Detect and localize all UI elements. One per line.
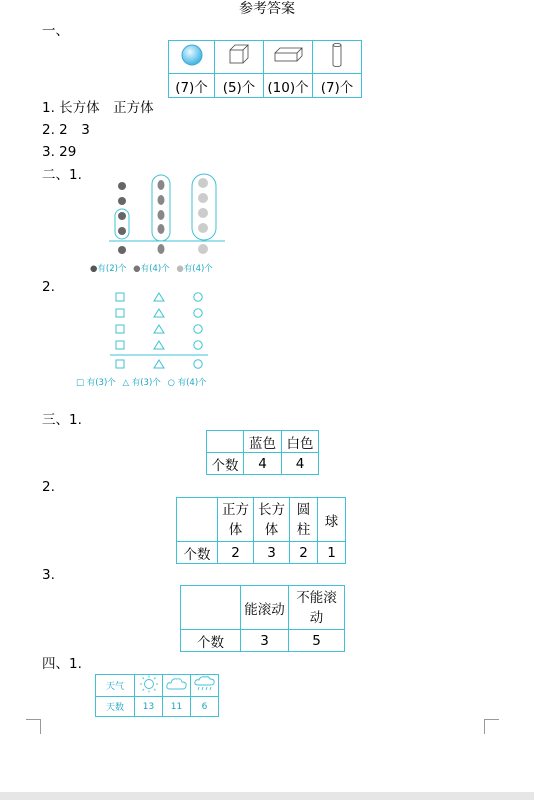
page-corner-mark-right [484, 719, 499, 734]
value-white: 4 [282, 453, 319, 475]
empty-header-cell [207, 431, 244, 453]
sphere-icon [169, 41, 215, 74]
section-2-heading: 二、1. [42, 167, 82, 183]
section-1-heading: 一、 [42, 23, 69, 39]
value-cuboid: 3 [254, 542, 290, 564]
triangle-icon: △ [122, 378, 130, 388]
row-label-count: 个数 [177, 542, 218, 564]
value-cube: 2 [218, 542, 254, 564]
cuboid-icon [264, 41, 313, 74]
row-label-days: 天数 [96, 697, 135, 717]
circle-icon: ○ [167, 378, 175, 388]
square-icon: □ [76, 378, 85, 388]
section-3-heading: 三、1. [42, 412, 82, 428]
rolling-count-table [180, 585, 345, 652]
shape-grouping-figure [108, 288, 213, 376]
value-sphere: 1 [318, 542, 346, 564]
value-cannot-roll: 5 [289, 630, 345, 652]
color-count-table [206, 430, 319, 475]
cylinder-icon [313, 41, 362, 74]
triangle-count-label: 有(3)个 [131, 378, 161, 388]
value-rainy-days: 6 [191, 697, 219, 717]
grape-icon: ● [176, 264, 184, 274]
weather-table [95, 674, 219, 717]
cube-icon [215, 41, 264, 74]
row-label-count: 个数 [207, 453, 244, 475]
header-can-roll: 能滚动 [241, 586, 289, 630]
value-cylinder: 2 [290, 542, 318, 564]
value-blue: 4 [244, 453, 282, 475]
value-can-roll: 3 [241, 630, 289, 652]
value-cloudy-days: 11 [163, 697, 191, 717]
cloud-icon [163, 675, 191, 697]
sphere-count: (7)个 [169, 74, 215, 98]
header-cuboid: 长方 体 [254, 498, 290, 542]
sun-icon [135, 675, 163, 697]
empty-header-cell [181, 586, 241, 630]
header-cube: 正方 体 [218, 498, 254, 542]
page-corner-mark-left [26, 719, 41, 734]
answer-2: 2. 2 3 [42, 122, 90, 138]
section-3-q3-label: 3. [42, 567, 55, 583]
header-weather: 天气 [96, 675, 135, 697]
answer-1: 1. 长方体 正方体 [42, 100, 154, 116]
cuboid-count: (10)个 [264, 74, 313, 98]
section-4-heading: 四、1. [42, 656, 82, 672]
solid-count-table [176, 497, 346, 564]
page-bottom-bar [0, 792, 534, 800]
section-2-q2-label: 2. [42, 279, 55, 295]
value-sunny-days: 13 [135, 697, 163, 717]
solids-table [168, 40, 362, 98]
grape-count-label: 有(4)个 [183, 264, 213, 274]
pear-icon: ● [133, 264, 141, 274]
circle-count-label: 有(4)个 [177, 378, 207, 388]
header-blue: 蓝色 [244, 431, 282, 453]
row-label-count: 个数 [181, 630, 241, 652]
fruit-grouping-figure [105, 172, 230, 260]
empty-header-cell [177, 498, 218, 542]
shape-count-labels [76, 376, 207, 388]
section-3-q2-label: 2. [42, 479, 55, 495]
page-title: 参考答案 [239, 1, 295, 17]
fruit-count-labels [90, 262, 213, 274]
answer-3: 3. 29 [42, 144, 77, 160]
header-sphere: 球 [318, 498, 346, 542]
square-count-label: 有(3)个 [86, 378, 116, 388]
apple-icon: ● [90, 264, 98, 274]
header-cannot-roll: 不能滚 动 [289, 586, 345, 630]
header-white: 白色 [282, 431, 319, 453]
rain-icon [191, 675, 219, 697]
header-cylinder: 圆 柱 [290, 498, 318, 542]
pear-count-label: 有(4)个 [140, 264, 170, 274]
cylinder-count: (7)个 [313, 74, 362, 98]
cube-count: (5)个 [215, 74, 264, 98]
apple-count-label: 有(2)个 [97, 264, 127, 274]
